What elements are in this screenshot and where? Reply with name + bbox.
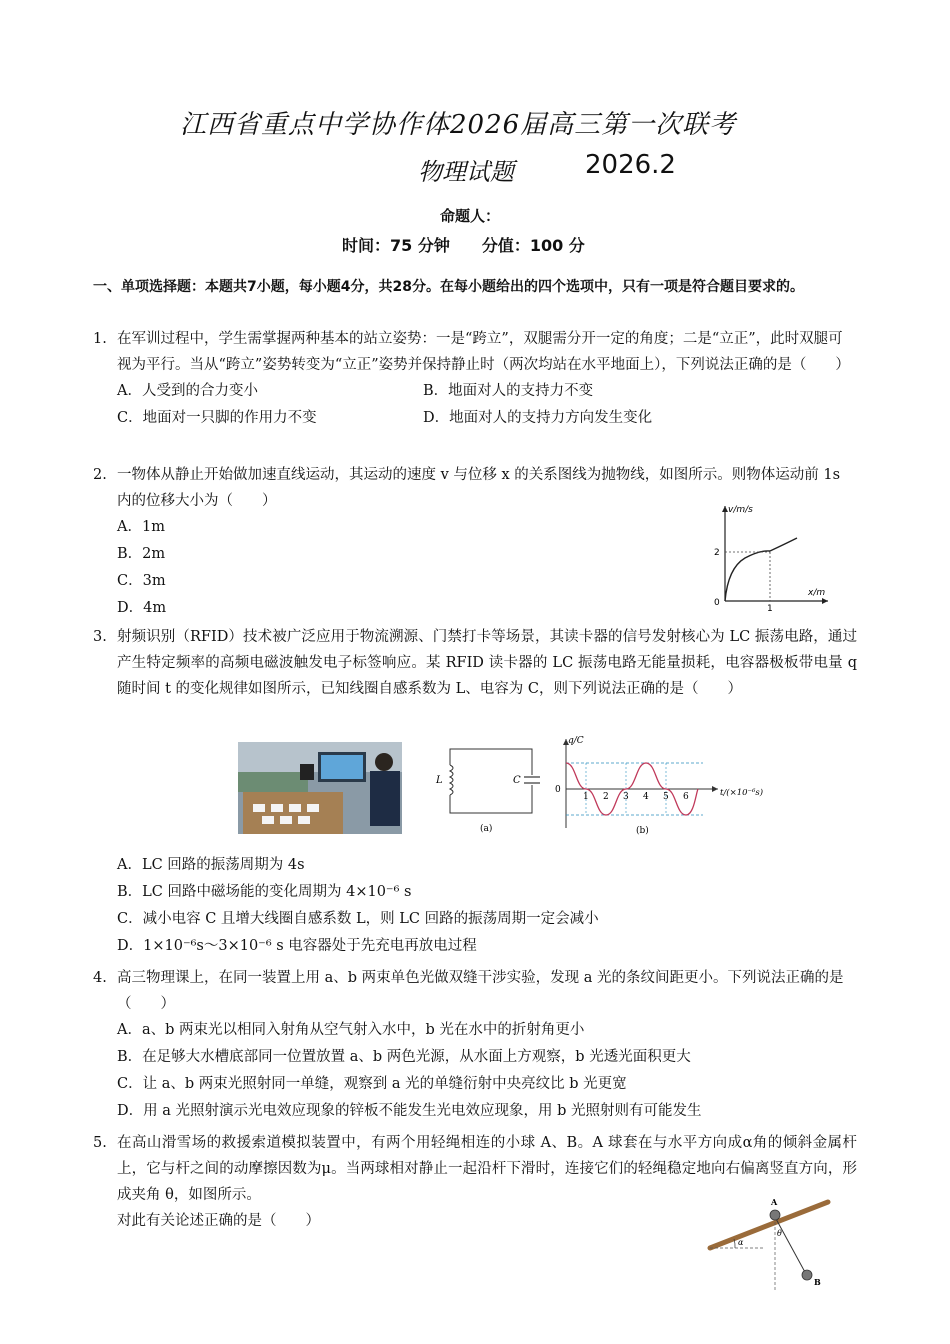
y-axis-label: v/m/s bbox=[728, 505, 753, 515]
author-label: 命题人： bbox=[440, 207, 501, 225]
option-a: A．a、b 两束光以相同入射角从空气射入水中，b 光在水中的折射角更小 bbox=[117, 1022, 585, 1038]
question-number: 4. bbox=[93, 970, 107, 986]
lc-circuit-diagram bbox=[430, 745, 548, 837]
option-b: B．在足够大水槽底部同一位置放置 a、b 两色光源，从水面上方观察，b 光透光面积更大 bbox=[117, 1049, 691, 1065]
ball-a-label: A bbox=[771, 1197, 778, 1207]
option-a: A．1m bbox=[117, 519, 165, 535]
exam-subtitle: 物理试题 bbox=[418, 158, 514, 186]
figure-a-caption: (a) bbox=[480, 824, 493, 834]
option-a: A．人受到的合力变小 bbox=[117, 383, 258, 399]
charge-time-graph bbox=[548, 733, 778, 837]
origin-label: 0 bbox=[714, 598, 720, 608]
question-number: 1. bbox=[93, 331, 107, 347]
question-4 bbox=[93, 965, 858, 1125]
y-axis-label: q/C bbox=[568, 736, 584, 746]
question-text: 高三物理课上，在同一装置上用 a、b 两束单色光做双缝干涉实验，发现 a 光的条纹间距更小。下列说法正确的是（ ） bbox=[117, 970, 844, 1012]
option-c: C．3m bbox=[117, 573, 166, 589]
question-text: 一物体从静止开始做加速直线运动，其运动的速度 v 与位移 x 的关系图线为抛物线，如图所示。则物体运动前 1s 内的位移大小为（ ） bbox=[117, 467, 841, 509]
capacitor-label: C bbox=[513, 775, 521, 786]
question-number: 3. bbox=[93, 629, 107, 645]
option-d: D．4m bbox=[117, 600, 167, 616]
ball-a bbox=[770, 1210, 780, 1220]
time-score-info: 时间：75 分钟 分值：100 分 bbox=[342, 236, 585, 255]
x-axis-label: x/m bbox=[808, 588, 826, 598]
ball-b-label: B bbox=[814, 1277, 821, 1287]
origin-label: 0 bbox=[555, 785, 561, 795]
parabola-curve bbox=[725, 538, 797, 601]
question-text: 在高山滑雪场的救援索道模拟装置中，有两个用轻绳相连的小球 A、B。A 球套在与水平方向成α角的倾斜金属杆上，它与杆之间的动摩擦因数为μ。当两球相对静止一起沿杆下滑时，连接它们的轻绳稳定地向右偏离竖直方向，形成夹角 θ，如图所示。 bbox=[117, 1135, 857, 1203]
question-text: 射频识别（RFID）技术被广泛应用于物流溯源、门禁打卡等场景，其读卡器的信号发射核心为 LC 振荡电路，通过产生特定频率的高频电磁波触发电子标签响应。某 RFID 读卡器的 LC 振荡电路无能量损耗，电容器极板带电量 q 随时间 t 的变化规律如图所示，已知线圈自感系数为 L、电容为 C，则下列说法正确的是（ ） bbox=[117, 629, 857, 697]
inclined-rod-figure bbox=[705, 1195, 835, 1295]
x-tick: 1 bbox=[767, 604, 773, 613]
option-d: D．1×10⁻⁶s～3×10⁻⁶ s 电容器处于先充电再放电过程 bbox=[117, 938, 477, 954]
y-tick: 2 bbox=[714, 548, 720, 558]
tick-5: 5 bbox=[663, 792, 669, 802]
question-prompt: 对此有关论述正确的是（ ） bbox=[117, 1213, 320, 1229]
theta-label: θ bbox=[777, 1229, 782, 1238]
option-c: C．减小电容 C 且增大线圈自感系数 L，则 LC 回路的振荡周期一定会减小 bbox=[117, 911, 599, 927]
option-c: C．让 a、b 两束光照射同一单缝，观察到 a 光的单缝衍射中央亮纹比 b 光更宽 bbox=[117, 1076, 627, 1092]
ball-b bbox=[802, 1270, 812, 1280]
inclined-rod bbox=[710, 1202, 828, 1248]
rfid-factory-photo bbox=[238, 742, 402, 834]
inductor-label: L bbox=[436, 775, 443, 786]
alpha-label: α bbox=[738, 1238, 744, 1247]
section-heading: 一、单项选择题：本题共7小题，每小题4分，共28分。在每小题给出的四个选项中，只有一项是符合题目要求的。 bbox=[93, 279, 804, 295]
figure-b-caption: (b) bbox=[636, 826, 649, 836]
option-c: C．地面对一只脚的作用力不变 bbox=[117, 410, 317, 426]
option-b: B．LC 回路中磁场能的变化周期为 4×10⁻⁶ s bbox=[117, 884, 412, 900]
tick-3: 3 bbox=[623, 792, 629, 802]
x-axis-label: t/(×10⁻⁶s) bbox=[720, 788, 764, 798]
question-number: 5. bbox=[93, 1135, 107, 1151]
velocity-displacement-graph bbox=[700, 498, 840, 613]
option-b: B．2m bbox=[117, 546, 166, 562]
question-3 bbox=[93, 624, 858, 702]
option-b: B．地面对人的支持力不变 bbox=[423, 383, 594, 399]
exam-date: 2026.2 bbox=[585, 150, 676, 180]
question-3-options bbox=[93, 852, 599, 960]
light-rope bbox=[775, 1217, 806, 1274]
question-text: 在军训过程中，学生需掌握两种基本的站立姿势：一是“跨立”，双腿需分开一定的角度；二是“立正”，此时双腿可视为平行。当从“跨立”姿势转变为“立正”姿势并保持静止时（两次均站在水平地面上），下列说法正确的是（ ） bbox=[117, 331, 850, 373]
tick-1: 1 bbox=[583, 792, 589, 802]
tick-2: 2 bbox=[603, 792, 609, 802]
option-d: D．用 a 光照射演示光电效应现象的锌板不能发生光电效应现象，用 b 光照射则有可能发生 bbox=[117, 1103, 702, 1119]
exam-title: 江西省重点中学协作体2026届高三第一次联考 bbox=[180, 110, 737, 140]
option-d: D．地面对人的支持力方向发生变化 bbox=[423, 410, 653, 426]
option-a: A．LC 回路的振荡周期为 4s bbox=[117, 857, 305, 873]
question-1 bbox=[93, 326, 858, 432]
tick-6: 6 bbox=[683, 792, 689, 802]
question-number: 2. bbox=[93, 467, 107, 483]
tick-4: 4 bbox=[643, 792, 649, 802]
